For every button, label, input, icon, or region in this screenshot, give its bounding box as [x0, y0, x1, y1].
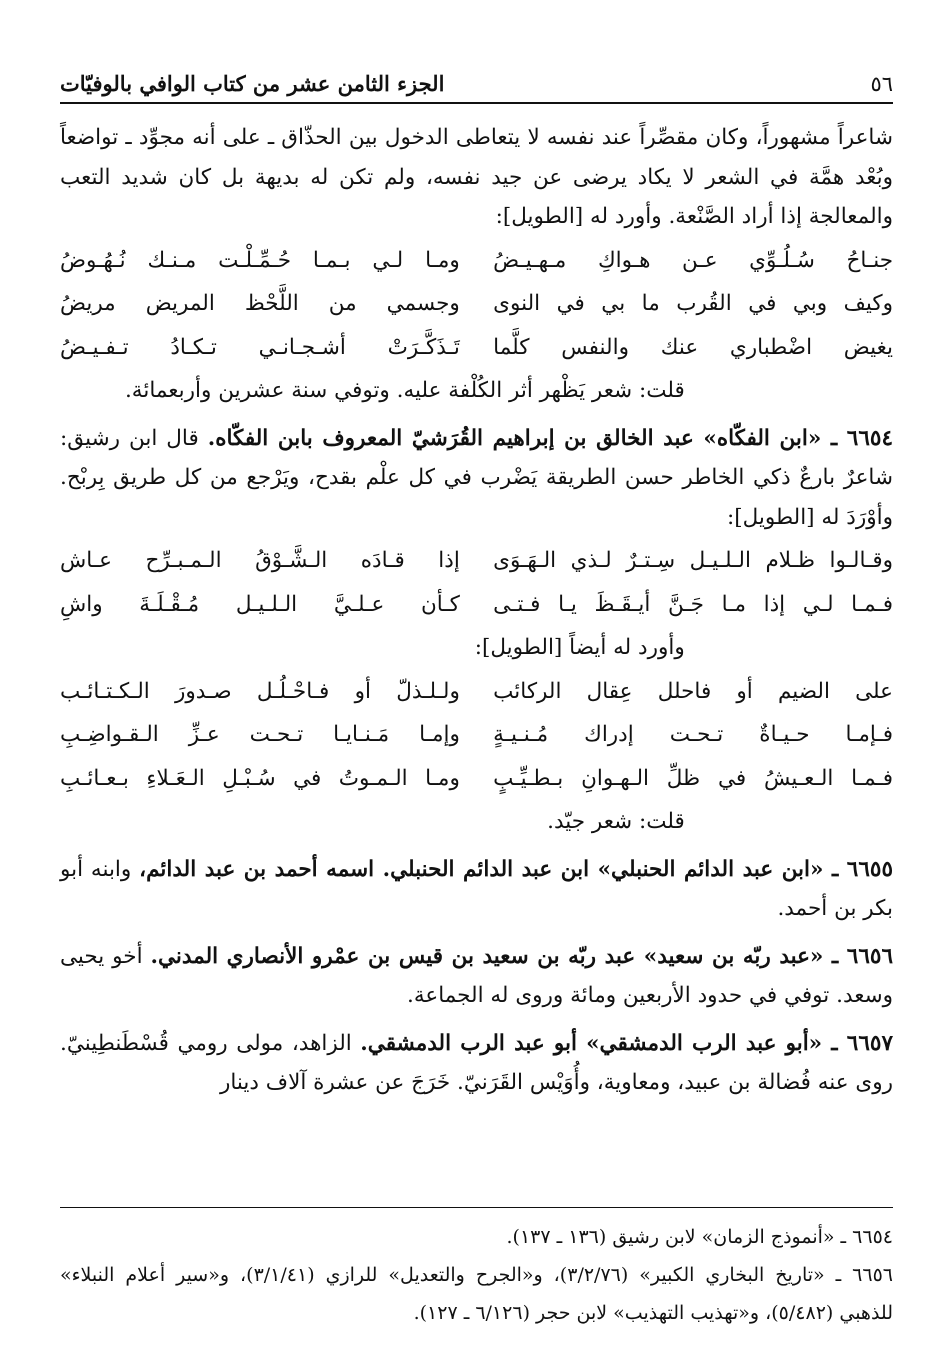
- entry-text: قال ابن رشيق: شاعرٌ بارعٌ ذكي الخاطر حسن الطريقة يَضْرب في كل علْم بقدح، ويَرْجع من كل طريق بِربْح. وأوْرَدَ له [الطويل]:: [60, 425, 893, 530]
- entry-heading: ٦٦٥٥ ـ «ابن عبد الدائم الحنبلي» ابن عبد الدائم الحنبلي. اسمه أحمد بن عبد الدائم،: [139, 856, 893, 882]
- verse-line: [60, 328, 893, 368]
- running-header: [60, 60, 893, 96]
- intro-paragraph: شاعراً مشهوراً، وكان مقصِّراً عند نفسه لا يتعاطى الدخول بين الحذّاق ـ على أنه مجوِّد ـ تواضعاً وبُعْد همَّة في الشعر لا يكاد يرضى عن جيد نفسه، ولم تكن له بديهة بل كان شديد التعب والمعالجة إذا أراد الصَّنْعة. وأورد له [الطويل]:: [60, 125, 893, 229]
- verse-second-hemistich: ومـا لـي بـمـا حُـمِّـلْـت مـنـك نُـهُـوضُ: [60, 247, 460, 273]
- entry-6655: [60, 850, 893, 929]
- commentary-note: قلت: شعر يَظْهر أثر الكُلْفة عليه. وتوفي سنة عشرين وأربعمائة.: [124, 378, 685, 403]
- verse-second-hemistich: ومـا الـمـوتُ في سُـبْـلِ الـعَـلاءِ بـعـائـبِ: [60, 765, 460, 791]
- commentary-note: قلت: شعر جيّد.: [547, 809, 685, 834]
- footnotes: [60, 1218, 893, 1332]
- verse-first-hemistich: فـإمـا حـيـاةٌ تـحـت إدراك مُـنـيـةٍ: [493, 722, 893, 747]
- footnote: ٦٦٥٦ ـ «تاريخ البخاري الكبير» (٣/٢/٧٦)، و«الجرح والتعديل» للرازي (٣/١/٤١)، و«سير أعلام النبلاء» للذهبي (٥/٤٨٢)، و«تهذيب التهذيب» لابن حجر (٦/١٢٦ ـ ١٢٧).: [60, 1264, 893, 1324]
- page-number: ٥٦: [870, 72, 893, 96]
- verse-second-hemistich: وجسمي من اللَّحْظ المريض مريضُ: [60, 291, 460, 316]
- verse-first-hemistich: وقـالـوا ظـلام الـلـيـل سِـتـرٌ لـذي الـهَـوَى: [493, 548, 893, 573]
- verse-line: [60, 672, 893, 712]
- commentary-note: وأورد له أيضاً [الطويل]:: [474, 635, 685, 660]
- poem-2: [60, 541, 893, 624]
- verse-line: [60, 241, 893, 281]
- verse-second-hemistich: تَـذَكَّـرَتْ أشـجـانـي تـكـادُ تـفـيـضُ: [60, 334, 460, 360]
- verse-line: [60, 541, 893, 581]
- verse-first-hemistich: فـمـا لـي إذا مـا جَـنَّ أيـقَـظَ يـا فـتـى: [493, 591, 893, 617]
- entry-6654: [60, 419, 893, 538]
- verse-first-hemistich: جنـاحُ سُـلُـوِّي عـن هـواكِ مـهـيـضُ: [493, 247, 893, 273]
- verse-second-hemistich: وإمـا مَـنـايـا تـحـت عـزِّ الـقـواضِـبِ: [60, 722, 460, 747]
- header-rule: [60, 102, 893, 104]
- verse-line: [60, 284, 893, 324]
- verse-line: [60, 585, 893, 625]
- poem-1: [60, 241, 893, 368]
- main-text: [60, 118, 893, 1103]
- footnote-rule: [60, 1207, 893, 1208]
- verse-second-hemistich: إذا قـادَه الـشَّـوْقُ الـمـبـرِّح عـاش: [60, 548, 460, 573]
- verse-first-hemistich: فـمـا الـعـيشُ في ظلِّ الـهـوانِ بـطـيِّـبٍ: [493, 765, 893, 791]
- verse-first-hemistich: على الضيم أو فاحلل عِقال الركائب: [493, 678, 893, 704]
- verse-second-hemistich: ولـلـذلّ أو فـاحْـلُـل صـدورَ الـكـتـائـب: [60, 678, 460, 704]
- entry-heading: ٦٦٥٦ ـ «عبد ربّه بن سعيد» عبد ربّه بن سعيد بن قيس بن عمْرو الأنصاري المدني.: [150, 943, 893, 969]
- verse-line: [60, 759, 893, 799]
- verse-first-hemistich: يغيض اضْطباري عنك والنفس كلَّما: [493, 334, 893, 360]
- entry-text: الزاهد، مولى رومي قُسْطَنطِينيّ. روى عنه فُضالة بن عبيد، ومعاوية، وأُوَيْس القَرَنيّ. خَرَجَ عن عشرة آلاف دينار: [60, 1030, 893, 1095]
- verse-line: [60, 715, 893, 755]
- verse-second-hemistich: كـأن عـلـيَّ الـلـيـل مُـقْـلَـةَ واشِ: [60, 591, 460, 617]
- entry-heading: ٦٦٥٧ ـ «أبو عبد الرب الدمشقي» أبو عبد الرب الدمشقي.: [360, 1030, 893, 1056]
- entry-6656: [60, 937, 893, 1016]
- footnote: ٦٦٥٤ ـ «أنموذج الزمان» لابن رشيق (١٣٦ ـ ١٣٧).: [506, 1226, 893, 1248]
- entry-text: وابنه أبو بكر بن أحمد.: [60, 856, 893, 921]
- running-title: الجزء الثامن عشر من كتاب الوافي بالوفيّات: [60, 71, 445, 96]
- entry-text: أخو يحيى وسعد. توفي في حدود الأربعين ومائة وروى له الجماعة.: [60, 943, 893, 1008]
- poem-3: [60, 672, 893, 799]
- entry-6657: [60, 1024, 893, 1103]
- verse-first-hemistich: وكيف وبي في القُرب ما بي في النوى: [493, 291, 893, 316]
- entry-heading: ٦٦٥٤ ـ «ابن الفكّاه» عبد الخالق بن إبراهيم القُرَشيّ المعروف بابن الفكّاه.: [207, 425, 893, 451]
